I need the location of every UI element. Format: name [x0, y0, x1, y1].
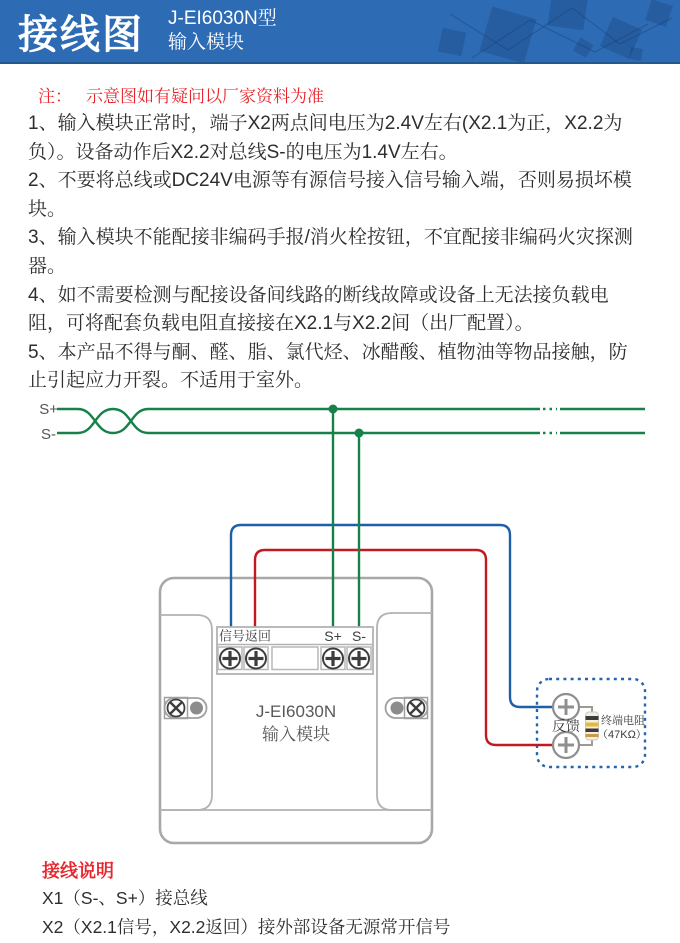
module-model-text: J-EI6030N [255, 702, 337, 721]
note-item-1: 1、输入模块正常时，端子X2两点间电压为2.4V左右(X2.1为正，X2.2为负）。设备动作后X2.2对总线S-的电压为1.4V左右。 [28, 113, 623, 163]
bus-s-plus-label: S+ [39, 401, 58, 418]
bus-junction-dot-s-plus [329, 405, 338, 414]
bus-junction-dot-s-minus [355, 429, 364, 438]
screw-x-icon [408, 700, 425, 717]
header-subtitle [168, 7, 277, 55]
terminal-resistor-value: （47KΩ） [597, 729, 647, 741]
module-name-text: 输入模块 [262, 725, 330, 744]
caution-note-text: 示意图如有疑问以厂家资料为准 [86, 87, 324, 106]
screw-x-icon [168, 700, 185, 717]
screw-icon [246, 649, 266, 669]
bus-s-minus-label: S- [41, 426, 56, 443]
mounting-hole-dot [190, 702, 203, 715]
note-item-5: 5、本产品不得与酮、醛、脂、氯代烃、冰醋酸、植物油等物品接触，防止引起应力开裂。不适用于室外。 [28, 341, 628, 392]
terminal-blank-slot [272, 647, 318, 670]
mounting-slot-right [386, 698, 428, 719]
wiring-description-heading: 接线说明 [42, 861, 114, 881]
header-model: J-EI6030N型 [168, 8, 277, 29]
feedback-label: 反馈 [552, 718, 580, 734]
note-item-2: 2、不要将总线或DC24V电源等有源信号接入信号输入端，否则易损坏模块。 [28, 170, 632, 220]
wiring-description-line-x2: X2（X2.1信号，X2.2返回）接外部设备无源常开信号 [42, 917, 451, 937]
bus-s-minus-line [57, 409, 540, 433]
terminal-label-signal-return: 信号返回 [219, 628, 272, 644]
note-item-3: 3、输入模块不能配接非编码手报/消火栓按钮，不宜配接非编码火灾探测器。 [28, 227, 633, 277]
terminal-resistor-name: 终端电阻 [601, 715, 645, 727]
page-title: 接线图 [18, 12, 144, 57]
terminal-label-s-plus: S+ [324, 628, 342, 644]
screw-icon [553, 732, 579, 758]
wiring-description [42, 858, 450, 942]
terminal-label-s-minus: S- [352, 628, 366, 644]
mounting-hole-dot [391, 702, 404, 715]
screw-icon [349, 649, 369, 669]
caution-note-prefix: 注： [38, 87, 72, 106]
header-module-name: 输入模块 [168, 32, 245, 53]
screw-icon [553, 694, 579, 720]
note-item-4: 4、如不需要检测与配接设备间线路的断线故障或设备上无法接负载电阻，可将配套负载电阻直接接在X2.1与X2.2间（出厂配置）。 [28, 284, 609, 335]
screw-icon [220, 649, 240, 669]
terminal-strip [217, 627, 373, 674]
screw-icon [323, 649, 343, 669]
wiring-description-line-x1: X1（S-、S+）接总线 [42, 888, 208, 908]
mounting-slot-left [165, 698, 207, 719]
